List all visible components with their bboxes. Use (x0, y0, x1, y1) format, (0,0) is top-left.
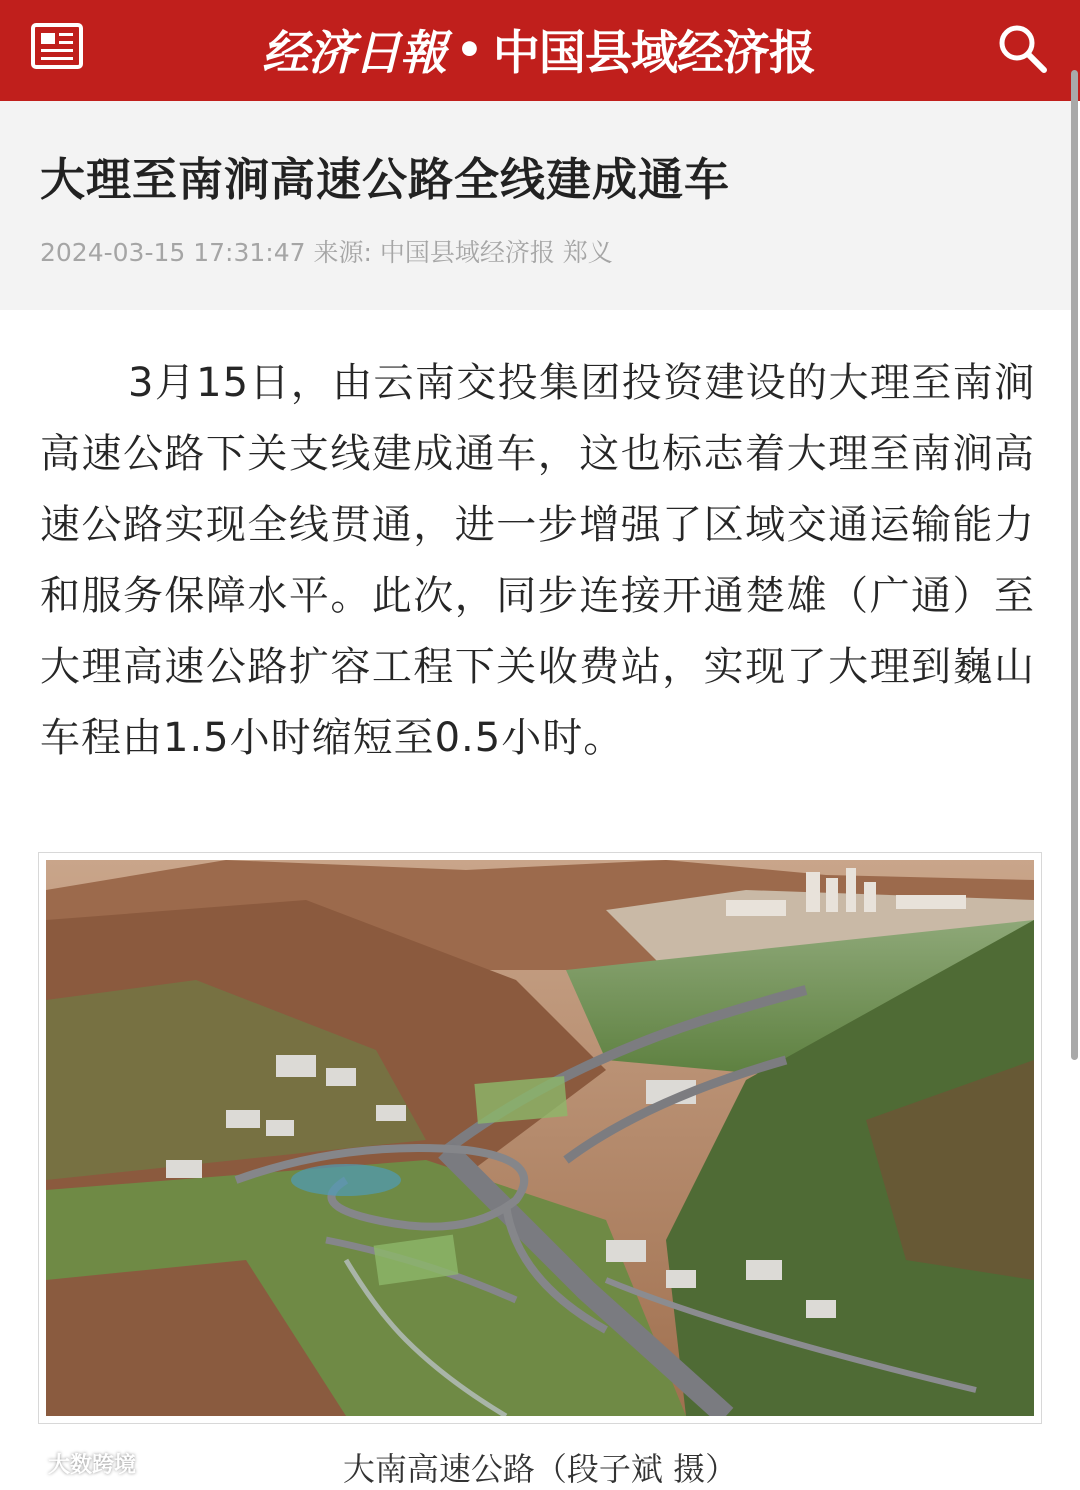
article-meta: 2024-03-15 17:31:47 来源: 中国县域经济报 郑义 (40, 238, 613, 267)
article-photo (38, 852, 1042, 1424)
newspaper-menu-icon[interactable] (30, 22, 84, 70)
top-nav-bar (0, 0, 1080, 101)
highway-aerial-photo (46, 860, 1034, 1416)
logo-separator: • (456, 24, 483, 74)
logo-name-text: 中国县域经济报 (492, 25, 815, 81)
scrollbar[interactable] (1071, 70, 1078, 1060)
search-icon[interactable] (996, 22, 1050, 76)
dashuju-logo-icon (8, 1448, 48, 1478)
article-body: 3月15日，由云南交投集团投资建设的大理至南涧高速公路下关支线建成通车，这也标志着大理至南涧高速公路实现全线贯通，进一步增强了区域交通运输能力和服务保障水平。此次，同步连接开通楚雄（广通）至大理高速公路扩容工程下关收费站，实现了大理到巍山车程由1.5小时缩短至0.5小时。 (40, 360, 1035, 761)
watermark (8, 1446, 136, 1480)
article-title: 大理至南涧高速公路全线建成通车 (40, 153, 731, 206)
logo-script-text: 经济日報 (262, 25, 446, 81)
watermark-text: 大数跨境 (48, 1452, 137, 1478)
image-caption: 大南高速公路（段子斌 摄） (342, 1450, 738, 1488)
newspaper-logo[interactable] (262, 18, 822, 80)
